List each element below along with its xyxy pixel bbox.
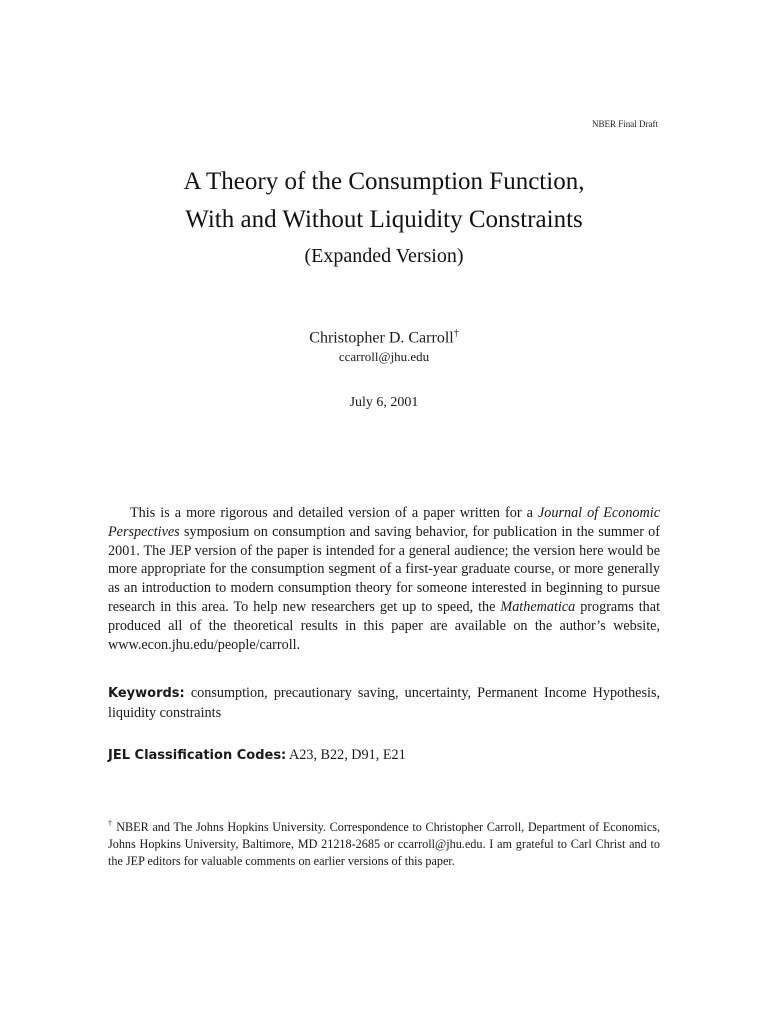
header-note: NBER Final Draft — [592, 119, 658, 129]
abstract-text-2: symposium on consumption and saving behavior, for publication in the summer of 2001. The JEP version of the paper is intended for a general audience; the version here would be more appropriate for the consumption segment of a first-year graduate course, or more generally as an introduction to modern consumption theory for someone interested in beginning to pursue research in this area. To help new researchers get up to speed, the — [108, 523, 660, 615]
subtitle: (Expanded Version) — [304, 245, 464, 267]
abstract-text-1: This is a more rigorous and detailed version of a paper written for a — [130, 505, 538, 521]
title-line-2: With and Without Liquidity Constraints — [185, 206, 583, 233]
title-block — [0, 163, 768, 268]
jel-codes — [108, 746, 660, 766]
abstract — [108, 504, 660, 654]
author-line — [0, 328, 768, 347]
abstract-paragraph — [108, 504, 660, 654]
abstract-text-3: programs that produced all of the theoretical results in this paper are available on the author’s website, www.econ.jhu.edu/people/carroll. — [108, 598, 661, 653]
software-name: Mathematica — [500, 598, 576, 615]
footnote — [108, 815, 660, 870]
title-line-1: A Theory of the Consumption Function, — [183, 168, 585, 195]
keywords-text: consumption, precautionary saving, uncertainty, Permanent Income Hypothesis, liquidity constraints — [108, 685, 661, 721]
author-footnote-mark: † — [453, 328, 459, 339]
author-name: Christopher D. Carroll — [309, 329, 454, 347]
journal-name: Journal of Economic Perspectives — [108, 505, 660, 540]
footnote-mark: † — [108, 819, 113, 828]
keywords-label: Keywords: — [108, 686, 185, 701]
jel-text: A23, B22, D91, E21 — [289, 747, 406, 763]
footnote-text: NBER and The Johns Hopkins University. Correspondence to Christopher Carroll, Department of Economics, Johns Hopkins University, Baltimore, MD 21218-2685 or ccarroll@jhu.edu. I am grateful to Carl Christ and to the JEP editors for valuable comments on earlier versions of this paper. — [108, 820, 661, 869]
keywords — [108, 684, 660, 723]
date: July 6, 2001 — [349, 395, 419, 410]
author-email: ccarroll@jhu.edu — [338, 349, 430, 364]
jel-label: JEL Classification Codes: — [108, 748, 287, 763]
